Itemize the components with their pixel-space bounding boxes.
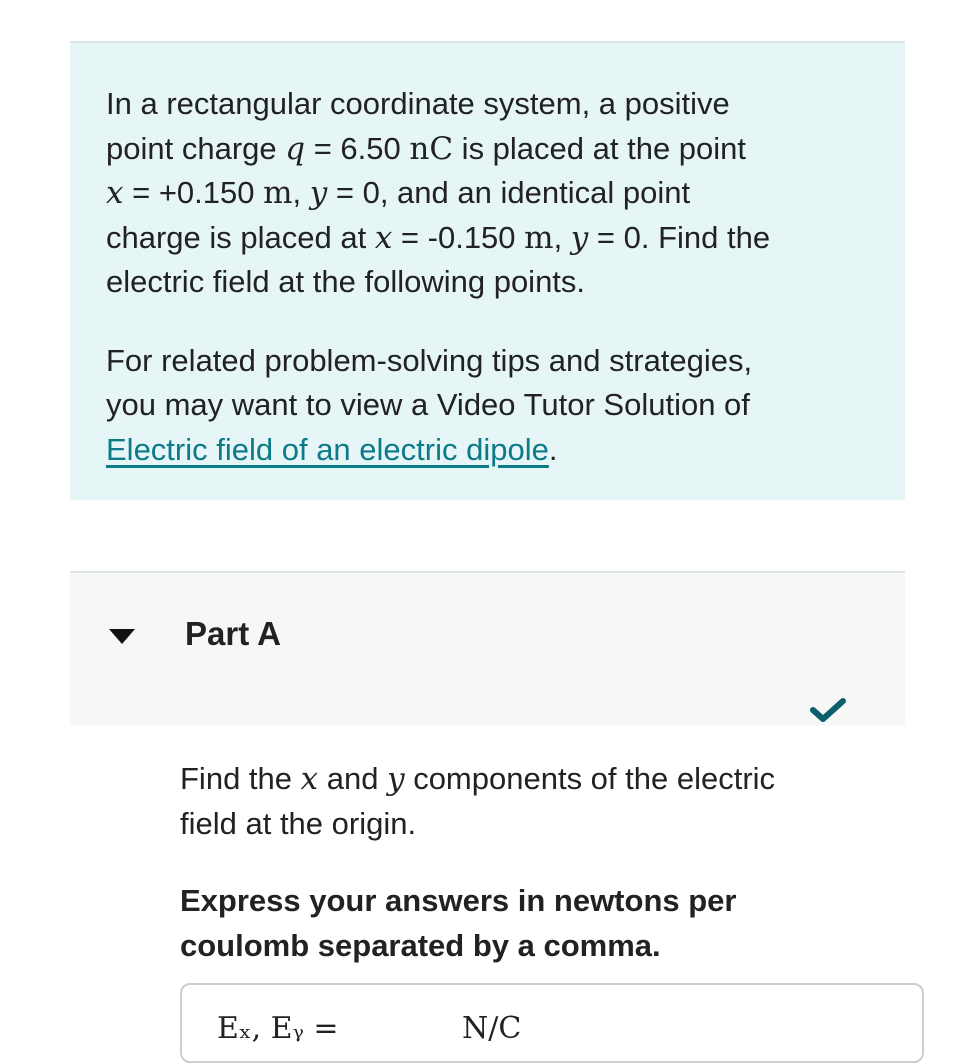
math-var-x: x — [300, 761, 319, 797]
math-var-y: y — [570, 219, 589, 256]
part-a-question — [180, 757, 900, 968]
statement-text: charge is placed at — [106, 219, 375, 255]
tips-line: For related problem-solving tips and strategies, — [106, 342, 753, 378]
part-a-title: Part A — [185, 615, 281, 652]
statement-line: In a rectangular coordinate system, a positive — [106, 86, 730, 121]
tips-period: . — [548, 431, 558, 467]
statement-text: , — [553, 219, 571, 255]
statement-text: = +0.150 — [123, 175, 264, 210]
problem-intro — [70, 41, 905, 500]
statement-text: = 6.50 — [305, 130, 410, 166]
statement-text: = 0. Find the — [588, 219, 771, 255]
answer-label: Eₓ, Eᵧ = — [217, 1011, 339, 1046]
tips-line: you may want to view a Video Tutor Solution of — [106, 387, 750, 422]
math-var-x: x — [106, 175, 124, 211]
tips-paragraph — [106, 339, 869, 473]
math-var-y: y — [387, 761, 405, 797]
statement-text: is placed at the point — [453, 130, 747, 166]
question-text — [180, 757, 900, 846]
part-a-header[interactable] — [70, 571, 905, 726]
math-unit-nc: nC — [409, 130, 454, 167]
math-unit-m: m — [524, 219, 554, 256]
question-segment: field at the origin. — [180, 805, 417, 841]
instruction-line: coulomb separated by a comma. — [180, 927, 661, 963]
math-var-q: q — [285, 130, 306, 167]
statement-text: , — [292, 175, 310, 210]
question-segment: and — [318, 761, 388, 796]
instruction-line: Express your answers in newtons per — [180, 883, 737, 918]
answer-instructions — [180, 879, 900, 968]
answer-unit: N/C — [462, 1011, 522, 1046]
statement-text: = 0, and an identical point — [327, 175, 691, 210]
statement-text: = -0.150 — [392, 219, 525, 255]
math-var-y: y — [309, 175, 328, 211]
statement-text: point charge — [106, 130, 286, 166]
problem-statement — [106, 82, 869, 305]
video-tutor-link[interactable]: Electric field of an electric dipole — [106, 431, 549, 467]
math-var-x: x — [374, 219, 393, 256]
question-segment: Find the — [180, 761, 301, 796]
checkmark-icon — [810, 697, 846, 723]
statement-line: electric field at the following points. — [106, 264, 586, 299]
collapse-caret-icon[interactable] — [109, 629, 135, 644]
math-unit-m: m — [263, 175, 293, 211]
question-segment: components of the electric — [404, 761, 776, 796]
answer-input-box[interactable] — [180, 983, 924, 1063]
